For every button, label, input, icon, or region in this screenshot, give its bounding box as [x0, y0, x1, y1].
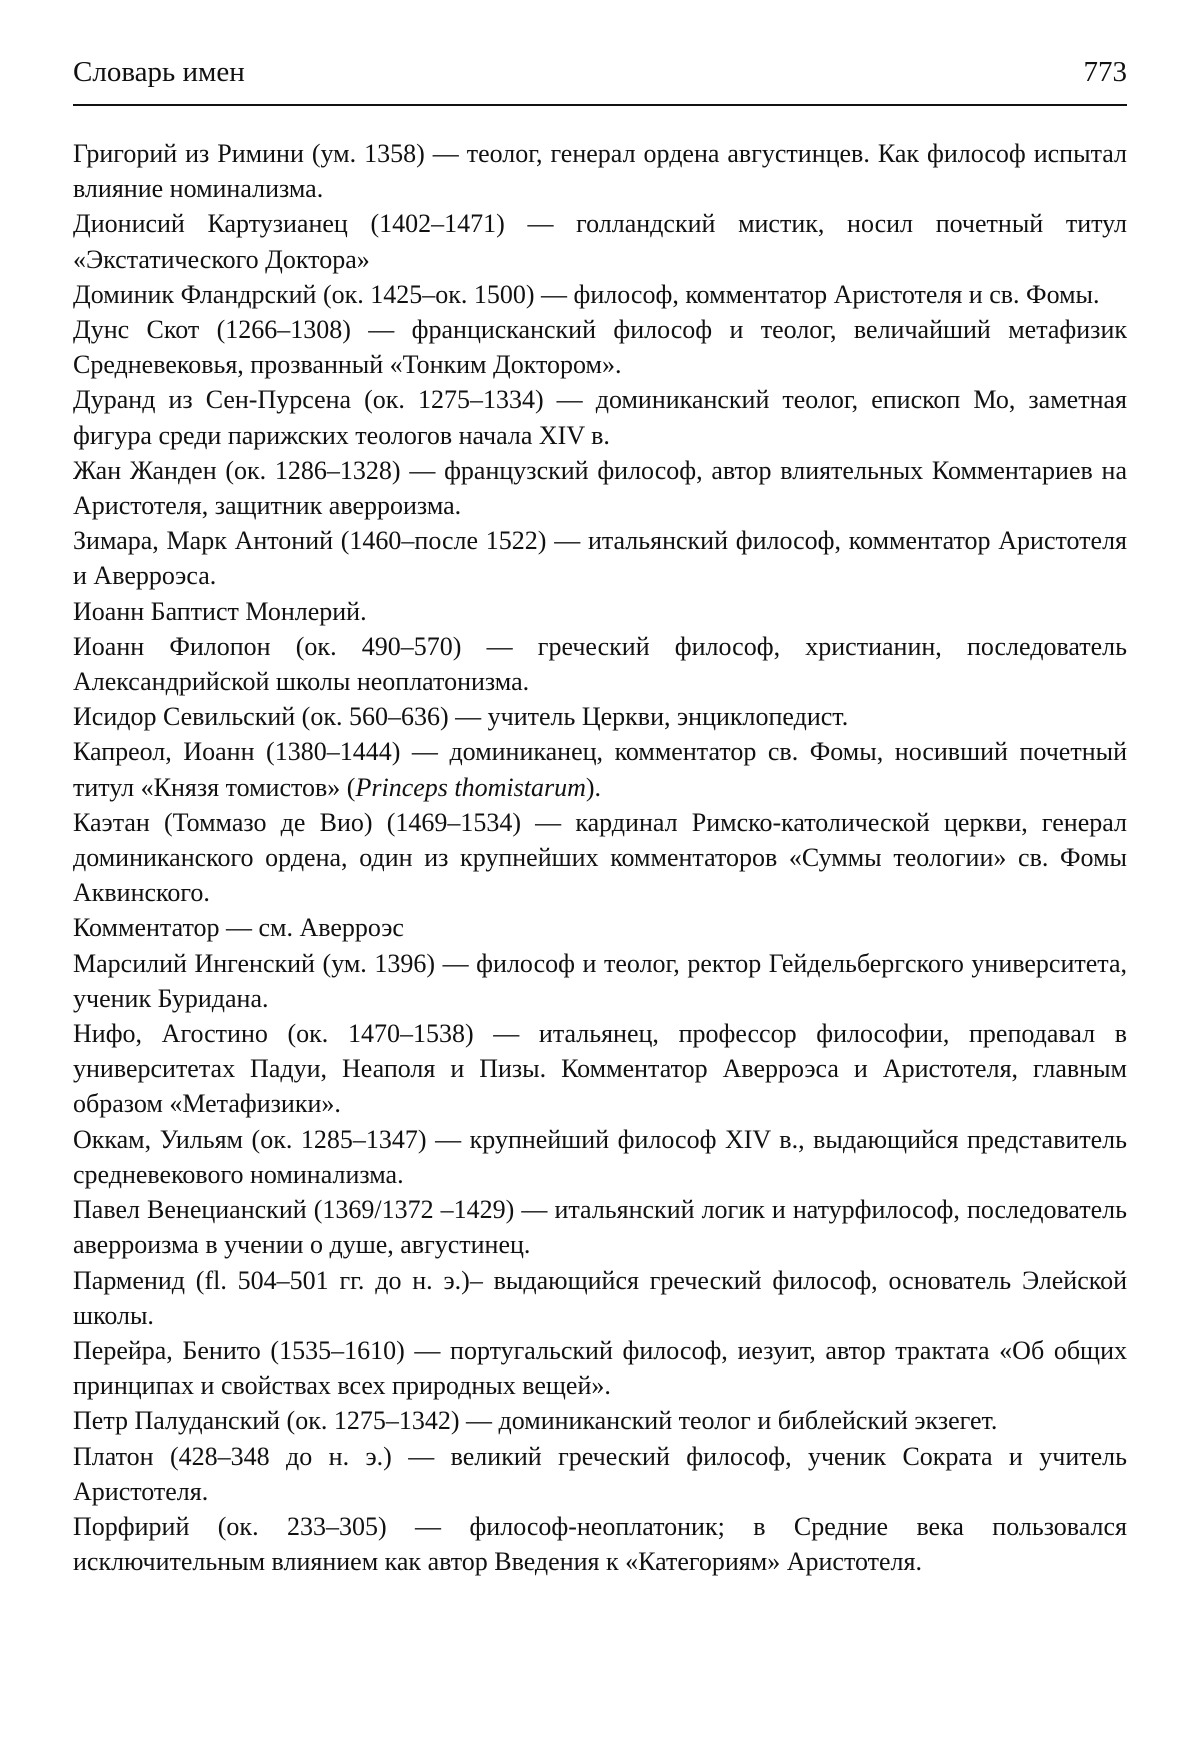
entry-plato: Платон (428–348 до н. э.) — великий греческий философ, ученик Сократа и учитель Аристотеля. — [73, 1441, 1127, 1506]
section-title: Словарь имен — [73, 56, 245, 88]
entry-porphyry: Порфирий (ок. 233–305) — философ-неоплатоник; в Средние века пользовался исключительным влиянием как автор Введения к «Категориям» Аристотеля. — [73, 1511, 1127, 1577]
entry-capreolus — [73, 734, 1127, 804]
entry-durand: Дуранд из Сен-Пурсена (ок. 1275–1334) — доминиканский теолог, епископ Мо, заметная фигура среди парижских теологов начала XIV в. — [73, 385, 1127, 450]
entry-pereira: Перейра, Бенито (1535–1610) — португальский философ, иезуит, автор трактата «Об общих принципах и свойствах всех природных вещей». — [73, 1335, 1127, 1401]
entry-philoponus: Иоанн Филопон (ок. 490–570) — греческий философ, христианин, последователь Александрийской школы неоплатонизма. — [73, 631, 1127, 697]
entry-dominik: Доминик Фландрский (ок. 1425–ок. 1500) — философ, комментатор Аристотеля и св. Фомы. — [73, 279, 1100, 309]
entry-petr-paludan: Петр Палуданский (ок. 1275–1342) — доминиканский теолог и библейский экзегет. — [73, 1406, 998, 1436]
entry-ioann-baptist: Иоанн Баптист Монлерий. — [73, 596, 367, 626]
entry-isidore: Исидор Севильский (ок. 560–636) — учитель Церкви, энциклопедист. — [73, 702, 849, 732]
entry-paul-venice: Павел Венецианский (1369/1372 –1429) — итальянский логик и натурфилософ, последователь аверроизма в учении о душе, августинец. — [73, 1195, 1127, 1260]
dictionary-page — [73, 52, 1127, 1579]
entry-capreolus-tail: ). — [585, 772, 602, 802]
entry-cajetan: Каэтан (Томмазо де Вио) (1469–1534) — кардинал Римско-католической церкви, генерал доминиканского ордена, один из крупнейших комментаторов «Суммы теологии» св. Фомы Аквинского. — [73, 807, 1127, 908]
running-header — [73, 52, 1127, 106]
entry-commentator: Комментатор — см. Аверроэс — [73, 913, 404, 943]
entry-ockham: Оккам, Уильям (ок. 1285–1347) — крупнейший философ XIV в., выдающийся представитель средневекового номинализма. — [73, 1124, 1127, 1189]
entry-grigoriy: Григорий из Римини (ум. 1358) — теолог, генерал ордена августинцев. Как философ испытал влияние номинализма. — [73, 139, 1127, 204]
page-number: 773 — [1083, 56, 1127, 88]
entry-capreolus-text: Капреол, Иоанн (1380–1444) — доминиканец, комментатор св. Фомы, носивший почетный титул «Князя томистов» ( — [73, 737, 1127, 802]
entry-marsilius: Марсилий Ингенский (ум. 1396) — философ и теолог, ректор Гейдельбергского университета, ученик Буридана. — [73, 948, 1127, 1013]
entry-nifo: Нифо, Агостино (ок. 1470–1538) — итальянец, профессор философии, преподавал в университетах Падуи, Неаполя и Пизы. Комментатор Аверроэса и Аристотеля, главным образом «Метафизики». — [73, 1019, 1127, 1119]
entry-parmenides: Парменид (fl. 504–501 гг. до н. э.)– выдающийся греческий философ, основатель Элейской школы. — [73, 1265, 1127, 1330]
entry-list — [73, 136, 1127, 1579]
entry-zimara: Зимара, Марк Антоний (1460–после 1522) — итальянский философ, комментатор Аристотеля и Аверроэса. — [73, 526, 1127, 591]
entry-jean-jandun: Жан Жанден (ок. 1286–1328) — французский философ, автор влиятельных Комментариев на Аристотеля, защитник аверроизма. — [73, 455, 1127, 521]
entry-duns-scot: Дунс Скот (1266–1308) — францисканский философ и теолог, величайший метафизик Средневековья, прозванный «Тонким Доктором». — [73, 315, 1127, 380]
entry-capreolus-latin: Princeps thomistarum — [355, 772, 586, 802]
entry-dionisiy: Дионисий Картузианец (1402–1471) — голландский мистик, носил почетный титул «Экстатического Доктора» — [73, 209, 1127, 274]
